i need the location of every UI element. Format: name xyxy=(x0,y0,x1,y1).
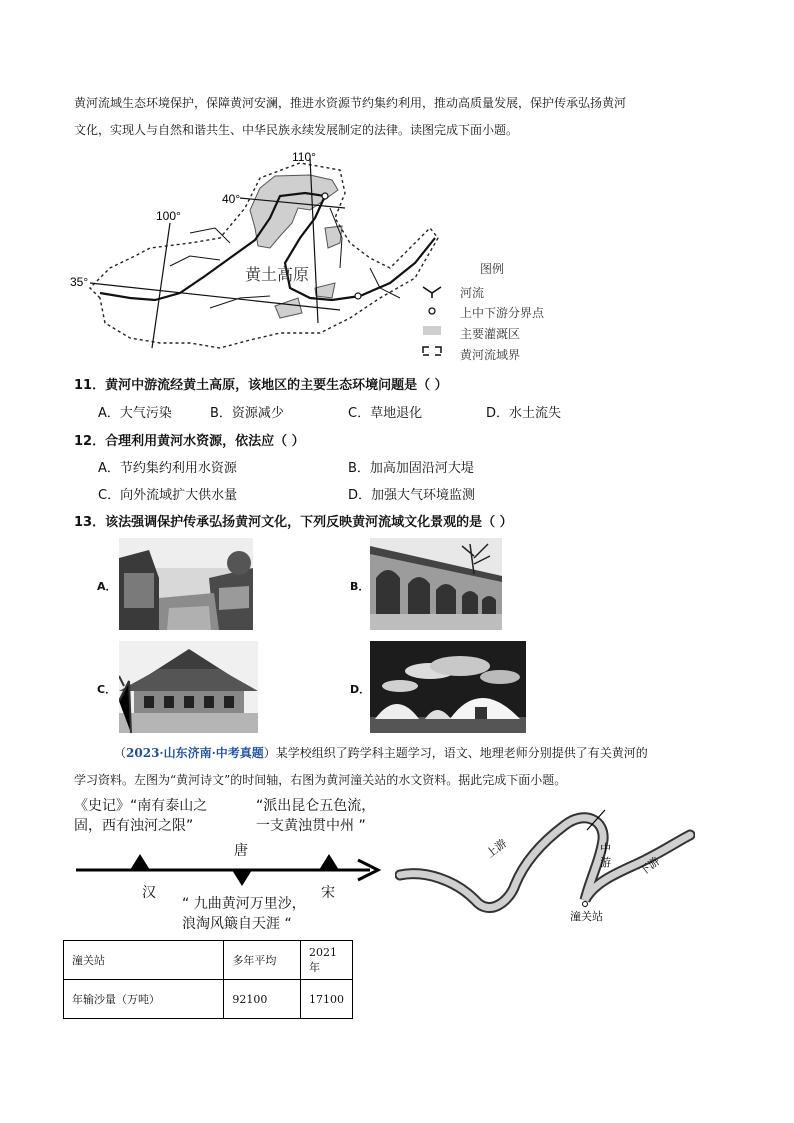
quote-jiuqu-line-2: 浪淘风簸自天涯 “ xyxy=(182,916,292,932)
dynasty-song: 宋 xyxy=(321,885,335,901)
river-middle-label-1: 中 xyxy=(600,843,611,855)
legend-boundary-point: 上中下游分界点 xyxy=(460,306,545,320)
yellow-river-map xyxy=(70,148,440,358)
map-lon-110: 110° xyxy=(292,150,316,164)
q11-option-c[interactable]: C．草地退化 xyxy=(348,406,423,421)
river-upper-label: 上游 xyxy=(484,837,510,861)
river-middle-label-2: 游 xyxy=(600,857,611,869)
table-row xyxy=(64,980,353,1019)
q11-option-d[interactable]: D．水土流失 xyxy=(486,406,562,421)
question-12: 12．合理利用黄河水资源，依法应（ ） xyxy=(74,434,305,449)
quote-jiuqu xyxy=(182,894,306,934)
q12-option-d[interactable]: D．加强大气环境监测 xyxy=(348,488,476,503)
table-cell: 年输沙量（万吨） xyxy=(64,980,224,1019)
legend-river: 河流 xyxy=(460,286,485,300)
photo-canal-town[interactable] xyxy=(119,538,253,630)
q11-option-a[interactable]: A．大气污染 xyxy=(98,406,172,421)
map-lat-40: 40° xyxy=(222,192,241,206)
quote-jiuqu-line-1: “ 九曲黄河万里沙， xyxy=(182,896,306,912)
river-symbol-icon xyxy=(423,287,441,298)
map-lon-100: 100° xyxy=(156,209,181,223)
q13-option-a-label[interactable]: A． xyxy=(97,580,117,593)
photo-cave-dwellings[interactable] xyxy=(370,538,502,630)
song-marker-icon xyxy=(319,854,339,870)
basin-boundary-icon xyxy=(423,347,441,355)
table-cell: 92100 xyxy=(224,980,301,1019)
table-cell: 2021 年 xyxy=(301,941,353,980)
map-plateau-label: 黄土高原 xyxy=(245,265,310,284)
irrigation-symbol-icon xyxy=(423,326,441,335)
intro-line-2: 文化，实现人与自然和谐共生、中华民族永续发展制定的法律。读图完成下面小题。 xyxy=(74,123,519,137)
map-lat-35: 35° xyxy=(70,275,89,289)
quote-kunlun-line-1: “派出昆仑五色流， xyxy=(256,798,376,814)
question-13: 13．该法强调保护传承弘扬黄河文化，下列反映黄河流域文化景观的是（ ） xyxy=(74,515,513,530)
river-diagram xyxy=(395,800,695,925)
paren-open: （ xyxy=(114,746,127,760)
q13-option-b-label[interactable]: B． xyxy=(350,580,370,593)
quote-kunlun xyxy=(256,796,375,836)
table-row xyxy=(64,941,353,980)
quote-shiji-line-1: 《史记》“南有泰山之 xyxy=(74,798,208,814)
table-cell: 17100 xyxy=(301,980,353,1019)
timeline-axis xyxy=(74,850,384,890)
station-label: 潼关站 xyxy=(570,911,603,923)
legend-title: 图例 xyxy=(480,262,505,276)
dynasty-tang: 唐 xyxy=(234,843,248,859)
q13-option-c-label[interactable]: C． xyxy=(97,683,117,696)
dynasty-han: 汉 xyxy=(142,885,156,901)
question-11: 11．黄河中游流经黄土高原，该地区的主要生态环境问题是（ ） xyxy=(74,378,448,393)
photo-yurts[interactable] xyxy=(370,641,526,733)
table-cell: 多年平均 xyxy=(224,941,301,980)
photo-bamboo-house[interactable] xyxy=(119,641,258,733)
quote-shiji-line-2: 固，西有浊河之限” xyxy=(74,818,194,834)
legend-basin-boundary: 黄河流域界 xyxy=(460,348,521,362)
quote-shiji xyxy=(74,796,207,836)
intro-paragraph xyxy=(74,90,734,144)
passage-2-line-1-rest: ）某学校组织了跨学科主题学习，语文、地理老师分别提供了有关黄河的 xyxy=(263,746,648,760)
q12-option-b[interactable]: B．加高加固沿河大堤 xyxy=(348,461,474,476)
passage-2-line-2: 学习资料。左图为“黄河诗文”的时间轴，右图为黄河潼关站的水文资料。据此完成下面小题。 xyxy=(74,773,567,787)
q13-option-d-label[interactable]: D． xyxy=(350,683,371,696)
q12-option-a[interactable]: A．节约集约利用水资源 xyxy=(98,461,237,476)
quote-kunlun-line-2: 一支黄浊贯中州 ” xyxy=(256,818,366,834)
sediment-table xyxy=(63,940,353,1019)
passage-2-line-1 xyxy=(74,740,734,767)
passage-2 xyxy=(74,740,734,794)
source-label: 2023·山东济南·中考真题 xyxy=(126,746,264,760)
intro-line-1: 黄河流域生态环境保护，保障黄河安澜，推进水资源节约集约利用，推动高质量发展，保护传承弘扬黄河 xyxy=(74,96,627,110)
legend-symbols xyxy=(420,284,444,364)
legend-irrigation: 主要灌溉区 xyxy=(460,327,521,341)
table-cell: 潼关站 xyxy=(64,941,224,980)
han-marker-icon xyxy=(130,854,150,870)
river-lower-label: 下游 xyxy=(637,855,663,879)
tang-marker-icon xyxy=(232,870,252,886)
boundary-point-icon xyxy=(429,308,435,314)
q11-option-b[interactable]: B．资源减少 xyxy=(210,406,284,421)
q12-option-c[interactable]: C．向外流域扩大供水量 xyxy=(98,488,238,503)
